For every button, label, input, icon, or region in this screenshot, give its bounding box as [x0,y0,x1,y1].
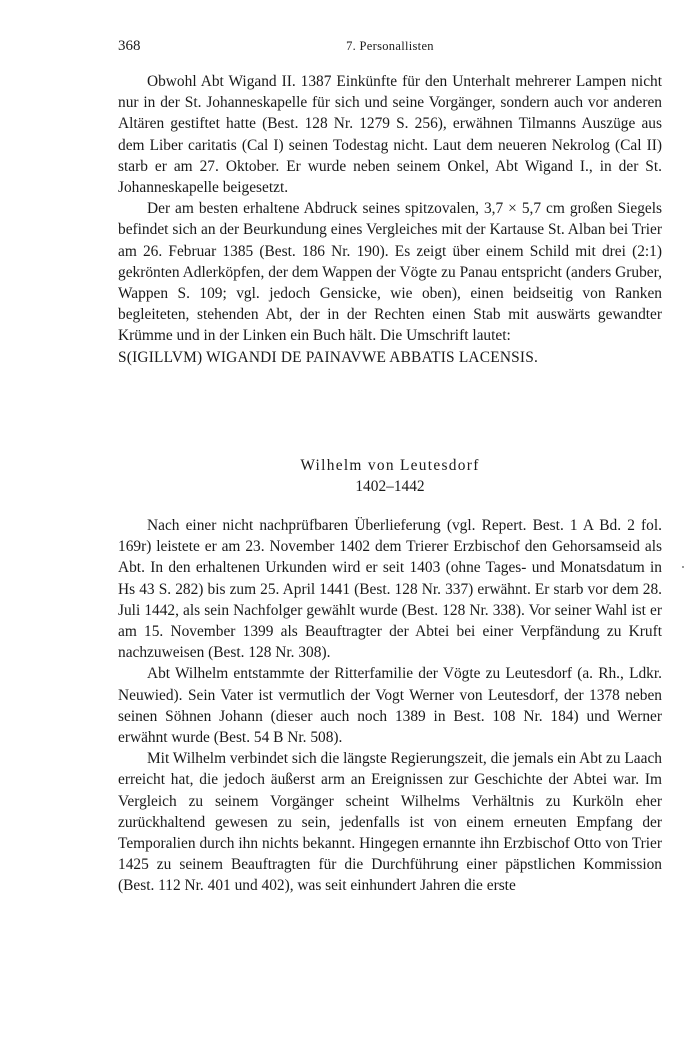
margin-mark [682,566,684,568]
running-head: 7. Personallisten [346,39,434,53]
seal-inscription: S(IGILLVM) WIGANDI DE PAINAVWE ABBATIS LACENSIS. [118,348,539,366]
section-wilhelm-text [118,515,662,897]
paragraph: Der am besten erhaltene Abdruck seines spitzovalen, 3,7 × 5,7 cm großen Siegels befindet sich an der Beurkundung eines Vergleiches mit der Kartause St. Alban bei Trier am 26. Februar 1385 (Best. 186 Nr. 190). Es zeigt über einem Schild mit drei (2:1) gekrönten Adlerköpfen, der dem Wappen der Vögte zu Panau entspricht (anders Gruber, Wappen S. 109; vgl. jedoch Gensicke, wie oben), einen beidseitig von Ranken begleiteten, stehenden Abt, der in der Rechten einen Stab mit auswärts gewandter Krümme und in der Linken ein Buch hält. Die Umschrift lautet: [118,200,662,345]
section-heading [118,455,662,497]
paragraph: Obwohl Abt Wigand II. 1387 Einkünfte für den Unterhalt mehrerer Lampen nicht nur in der St. Johanneskapelle für sich und seine Vorgänger, sondern auch vor anderen Altären gestiftet hatte (Best. 128 Nr. 1279 S. 256), erwähnen Tilmanns Auszüge aus dem Liber caritatis (Cal I) seinen Todestag nicht. Laut dem neueren Nekrolog (Cal II) starb er am 27. Oktober. Er wurde neben seinem Onkel, Abt Wigand I., in der St. Johanneskapelle beigesetzt. [118,73,662,197]
paragraph: Nach einer nicht nachprüfbaren Überlieferung (vgl. Repert. Best. 1 A Bd. 2 fol. 169r) leistete er am 23. November 1402 dem Trierer Erzbischof den Gehorsamseid als Abt. In den erhaltenen Urkunden wird er seit 1403 (ohne Tages- und Monatsdatum in Hs 43 S. 282) bis zum 25. April 1441 (Best. 128 Nr. 337) erwähnt. Er starb vor dem 28. Juli 1442, als sein Nachfolger gewählt wurde (Best. 128 Nr. 338). Vor seiner Wahl ist er am 15. November 1399 als Beauftragter der Abtei bei einer Verpfändung zu Kruft nachzuweisen (Best. 128 Nr. 308). [118,517,662,662]
section-heading-years: 1402–1442 [355,478,425,495]
paragraph: Abt Wilhelm entstammte der Ritterfamilie der Vögte zu Leutesdorf (a. Rh., Ldkr. Neuwied). Sein Vater ist vermutlich der Vogt Werner von Leutesdorf, der 1378 neben seinen Söhnen Johann (dieser auch noch 1389 in Best. 108 Nr. 184) und Werner erwähnt wurde (Best. 54 B Nr. 508). [118,665,662,747]
section-heading-name: Wilhelm von Leutesdorf [300,457,480,474]
section-wigand-text [118,71,662,368]
page-number: 368 [118,38,141,54]
page-header [118,38,662,58]
paragraph: Mit Wilhelm verbindet sich die längste Regierungszeit, die jemals ein Abt zu Laach erreicht hat, die jedoch äußerst arm an Ereignissen zur Geschichte der Abtei war. Im Vergleich zu seinem Vorgänger scheint Wilhelms Verhältnis zu Kurköln eher zurückhaltend gewesen zu sein, jedenfalls ist von einem erneuten Empfang der Temporalien durch ihn nichts bekannt. Hingegen ernannte ihn Erzbischof Otto von Trier 1425 zu seinem Beauftragten für die Durchführung einer päpstlichen Kommission (Best. 112 Nr. 401 und 402), was seit einhundert Jahren die erste [118,750,662,895]
